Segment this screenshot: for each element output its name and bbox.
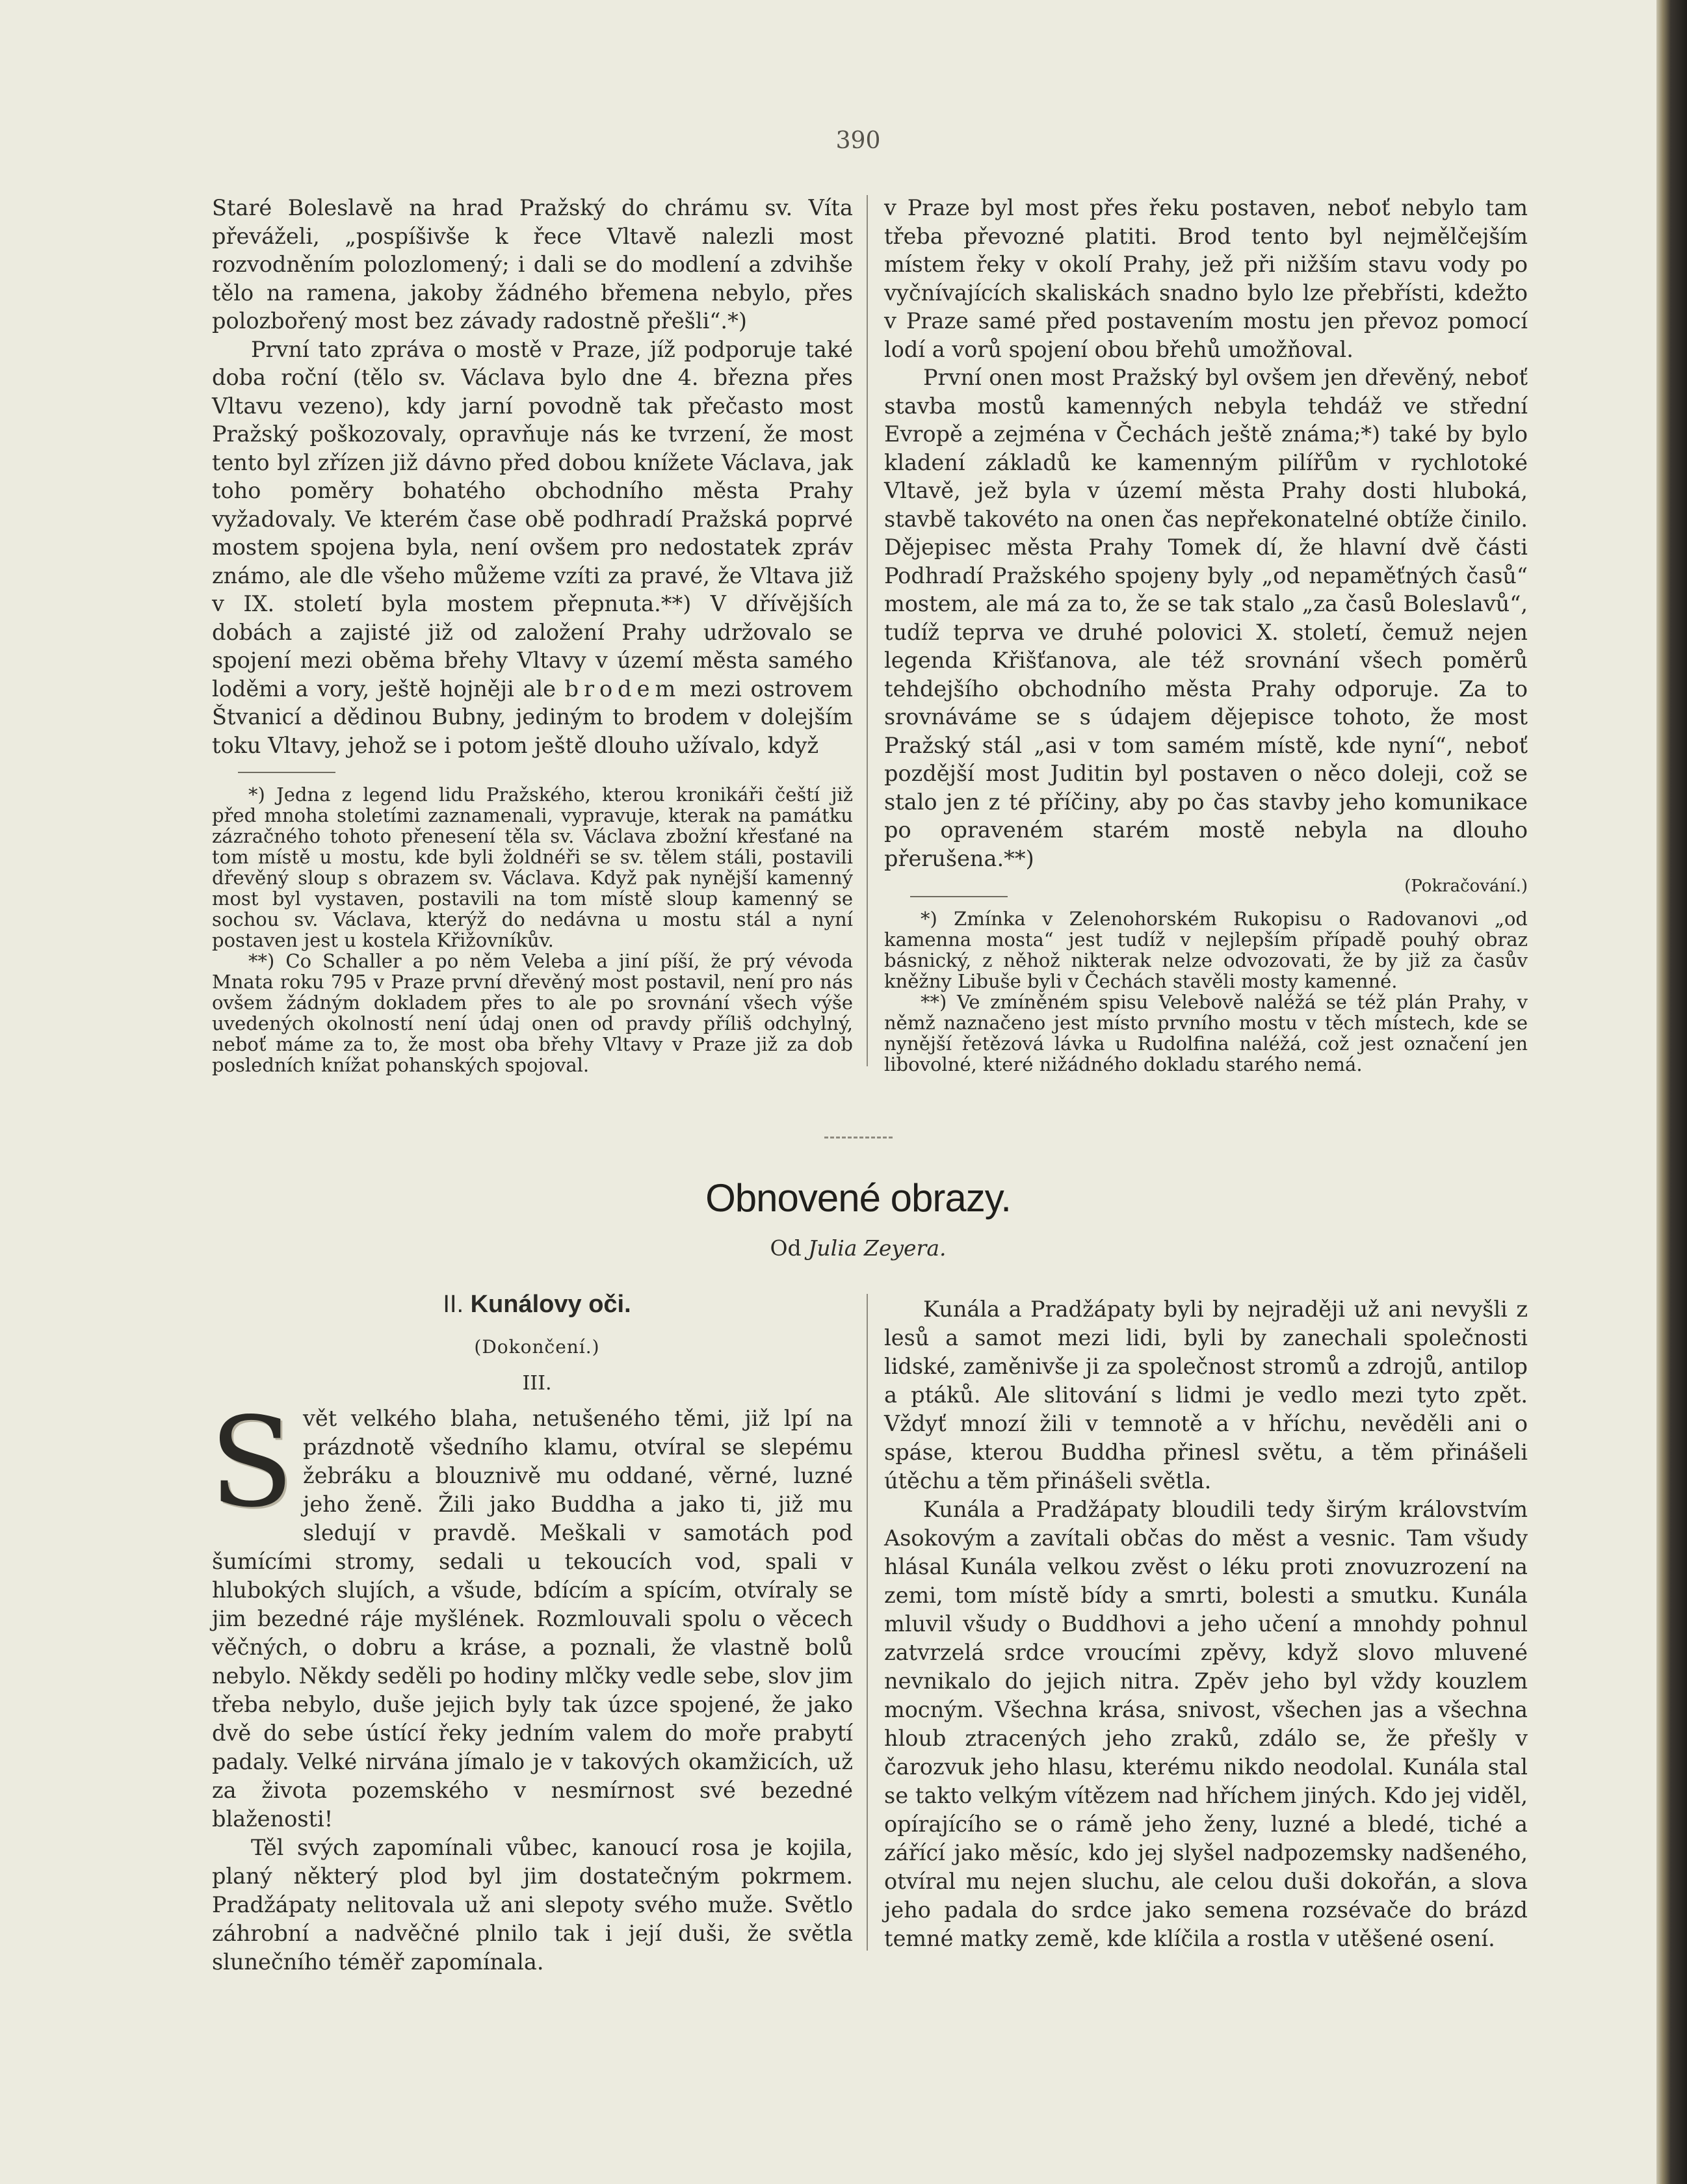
paragraph: v Praze byl most přes řeku postaven, neboť nebylo tam třeba převozné platiti. Brod tento byl nejmělčejším místem řeky v okolí Prahy, jež při nižším stavu vody po vyčnívajících skaliskách snadno bylo lze přebřísti, kdežto v Praze samé před postavením mostu jen převoz pomocí lodí a vorů spojení obou břehů umožňoval. xyxy=(884,195,1528,362)
chapter-subtitle: (Dokončení.) xyxy=(474,1336,600,1358)
footnote: *) Jedna z legend lidu Pražského, kterou kronikáři čeští již před mnoha stoletími zaznamenali, vypravuje, kterak na památku zázračného tohoto přenesení těla sv. Václava zbožní křesťané na tom místě u mostu, kde byli žoldnéři se sv. tělem stáli, postavili dřevěný sloup s obrazem sv. Václava. Když pak nynější kamenný most byl vystaven, postavili na tom místě sloup kamenný se sochou sv. Václava, kterýž do nedávna u mostu stál a nyní postaven jest u kostela Křižovníkův. xyxy=(212,783,853,951)
left-footnotes xyxy=(212,784,853,1075)
article-right-column xyxy=(884,1295,1528,1953)
author: Julia Zeyera. xyxy=(808,1235,947,1261)
right-column-top xyxy=(884,194,1528,901)
section-separator xyxy=(824,1137,895,1138)
footnote: **) Co Schaller a po něm Veleba a jiní píší, že prý vévoda Mnata roku 795 v Praze první dřevěný most postavil, není pro nás ovšem žádným dokladem přes to ale po srovnání všech výše uvedených okolností není údaj onen od pravdy příliš odchylný, neboť máme za to, že most oba břehy Vltavy v Praze již za dob posledních knížat pohanských spojoval. xyxy=(212,950,853,1076)
paragraph xyxy=(209,1391,853,1834)
byline-prefix: Od xyxy=(770,1235,802,1261)
article-left-column xyxy=(209,1391,853,1977)
section-number: III. xyxy=(522,1372,552,1395)
right-footnotes xyxy=(884,908,1528,1075)
footnote-rule xyxy=(238,772,335,773)
paragraph-text: mezi ostrovem Štvanicí a dědinou Bubny, jediným to brodem v dolejším toku Vltavy, jehož se i potom ještě dlouho užívalo, když xyxy=(212,676,853,758)
spaced-word: brodem xyxy=(564,676,681,702)
chapter-number: II. xyxy=(443,1291,464,1318)
page-number: 390 xyxy=(835,127,881,154)
byline xyxy=(663,1235,1053,1261)
paragraph: Těl svých zapomínali vůbec, kanoucí rosa je kojila, planý některý plod byl jim dostatečným pokrmem. Pradžápaty nelitovala už ani slepoty svého muže. Světlo záhrobní a nadvěčné plnilo tak i její duši, že světla slunečního téměř zapomínala. xyxy=(212,1835,853,1975)
paragraph: Staré Boleslavě na hrad Pražský do chrámu sv. Víta převáželi, „pospíšivše k řece Vltavě nalezli most rozvodněním polozlomený; i dali se do modlení a zdvihše tělo na ramena, jakoby žádného břemena nebylo, přes polozbořený most bez závady radostně přešli“.*) xyxy=(212,195,853,334)
paragraph: Kunála a Pradžápaty byli by nejraději už ani nevyšli z lesů a samot mezi lidi, byli by zanechali společnosti lidské, zaměnivše ji za společnost stromů a zdrojů, antilop a ptáků. Ale slitování s lidmi je vedlo mezi tyto zpět. Vždyť mnozí žili v temnotě a v hříchu, nevěděli ani o spáse, kterou Buddha přinesl světu, a těm přinášeli útěchu a těm přinášeli světla. xyxy=(884,1296,1528,1493)
book-edge xyxy=(1656,0,1687,2184)
paragraph: První onen most Pražský byl ovšem jen dřevěný, neboť stavba mostů kamenných nebyla tehdáž ve střední Evropě a zejména v Čechách ještě známa;*) také by bylo kladení základů ke kamenným pilířům v rychlotoké Vltavě, jež byla v území města Prahy dosti hluboká, stavbě takovéto na onen čas nepřekonatelné obtíže činilo. Dějepisec města Prahy Tomek dí, že hlavní dvě části Podhradí Pražského spojeny byly „od nepaměťných časů“ mostem, ale má za to, že se tak stalo „za časů Boleslavů“, tudíž teprva ve druhé polovici X. století, čemuž nejen legenda Křišťanova, ale též srovnání všech poměrů tehdejšího obchodního města Prahy odporuje. Za to srovnáváme se s údajem dějepisce tohoto, že most Pražský stál „asi v tom samém místě, kde nyní“, neboť pozdější most Juditin byl postaven o něco doleji, což se stalo jen z té příčiny, aby po čas stavby jeho komunikace po opraveném starém mostě nebyla na dlouho přerušena.**) xyxy=(884,365,1528,871)
drop-cap: S xyxy=(209,1391,294,1534)
chapter-title: Kunálovy oči. xyxy=(470,1291,631,1318)
article-title: Obnovené obrazy. xyxy=(705,1176,1011,1220)
footnote: *) Zmínka v Zelenohorském Rukopisu o Radovanovi „od kamenna mosta“ jest tudíž v nejlepším případě pouhý obraz básnický, z něhož nikterak nelze odvozovati, že by již za časův kněžny Libuše byli v Čechách stavěli mosty kamenné. xyxy=(884,908,1528,992)
chapter-heading xyxy=(277,1291,797,1319)
paragraph xyxy=(212,335,853,760)
footnote-rule xyxy=(910,896,1008,897)
paragraph-text: vět velkého blaha, netušeného těmi, již lpí na prázdnotě všedního klamu, otvíral se slepému žebráku a blouznivě mu oddané, věrné, luzné jeho ženě. Žili jako Buddha a jako ti, již mu sledují v pravdě. Meškali v samotách pod šumícími stromy, sedali u tekoucích vod, spali v hlubokých slujích, a všude, bdícím a spícím, otvíraly se jim bezedné ráje myšlének. Rozmlouvali spolu o věcech věčných, o dobru a kráse, a poznali, že vlastně bolů nebylo. Někdy seděli po hodiny mlčky vedle sebe, slov jim třeba nebylo, duše jejich byly tak úzce spojené, že jako dvě do sebe ústící řeky jedním valem do moře prabytí padaly. Velké nirvána jímalo je v takových okamžicích, už za života pozemského v nesmírnost své bezedné blaženosti! xyxy=(212,1406,853,1832)
continued-note: (Pokračování.) xyxy=(1404,876,1528,896)
footnote: **) Ve zmíněném spisu Velebově naléžá se též plán Prahy, v němž naznačeno jest místo prvního mostu v těch místech, kde se nynější řetězová lávka u Rudolfina naléžá, což jest označení jen libovolné, které nižádného dokladu starého nemá. xyxy=(884,991,1528,1075)
left-column-top xyxy=(212,194,853,759)
column-divider xyxy=(867,195,868,1066)
column-divider xyxy=(867,1294,868,1951)
paragraph-text: První tato zpráva o mostě v Praze, jíž podporuje také doba roční (tělo sv. Václava bylo dne 4. března přes Vltavu vezeno), kdy jarní povodně tak přečasto most Pražský poškozovaly, opravňuje nás ke tvrzení, že most tento byl zřízen již dávno před dobou knížete Václava, jak toho poměry bohatého obchodního města Prahy vyžadovaly. Ve kterém čase obě podhradí Pražská poprvé mostem spojena byla, není ovšem pro nedostatek zpráv známo, ale dle všeho můžeme vzíti za pravé, že Vltava již v IX. století byla mostem přepnuta.**) V dřívějších dobách a zajisté již od založení Prahy udržovalo se spojení mezi oběma břehy Vltavy v území města samého loděmi a vory, ještě hojněji ale xyxy=(212,336,853,702)
paragraph: Kunála a Pradžápaty bloudili tedy širým královstvím Asokovým a zavítali občas do měst a vesnic. Tam všudy hlásal Kunála velkou zvěst o léku proti znovuzrození na zemi, tom místě bídy a smrti, bolesti a smutku. Kunála mluvil všudy o Buddhovi a jeho učení a mnohdy pohnul zatvrzelá srdce vroucími zpěvy, když slovo mluvené nevnikalo do jejich nitra. Zpěv jeho byl vždy kouzlem mocným. Všechna krása, snivost, všechen jas a všechna hloub ztracených jeho zraků, zdálo se, že přešly v čarozvuk jeho hlasu, kterému nikdo neodolal. Kunála stal se takto velkým vítězem nad hříchem jiných. Kdo jej viděl, opírajícího se o rámě jeho ženy, luzné a bledé, tiché a zářící jako měsíc, kdo jej slyšel nadpozemsky nadšeného, otvíral mu nejen sluchu, ale celou duši dokořán, a slova jeho padala do srdce jako semena rozsévače do brázd temné matky země, kde klíčila a rostla v utěšené osení. xyxy=(884,1497,1528,1951)
